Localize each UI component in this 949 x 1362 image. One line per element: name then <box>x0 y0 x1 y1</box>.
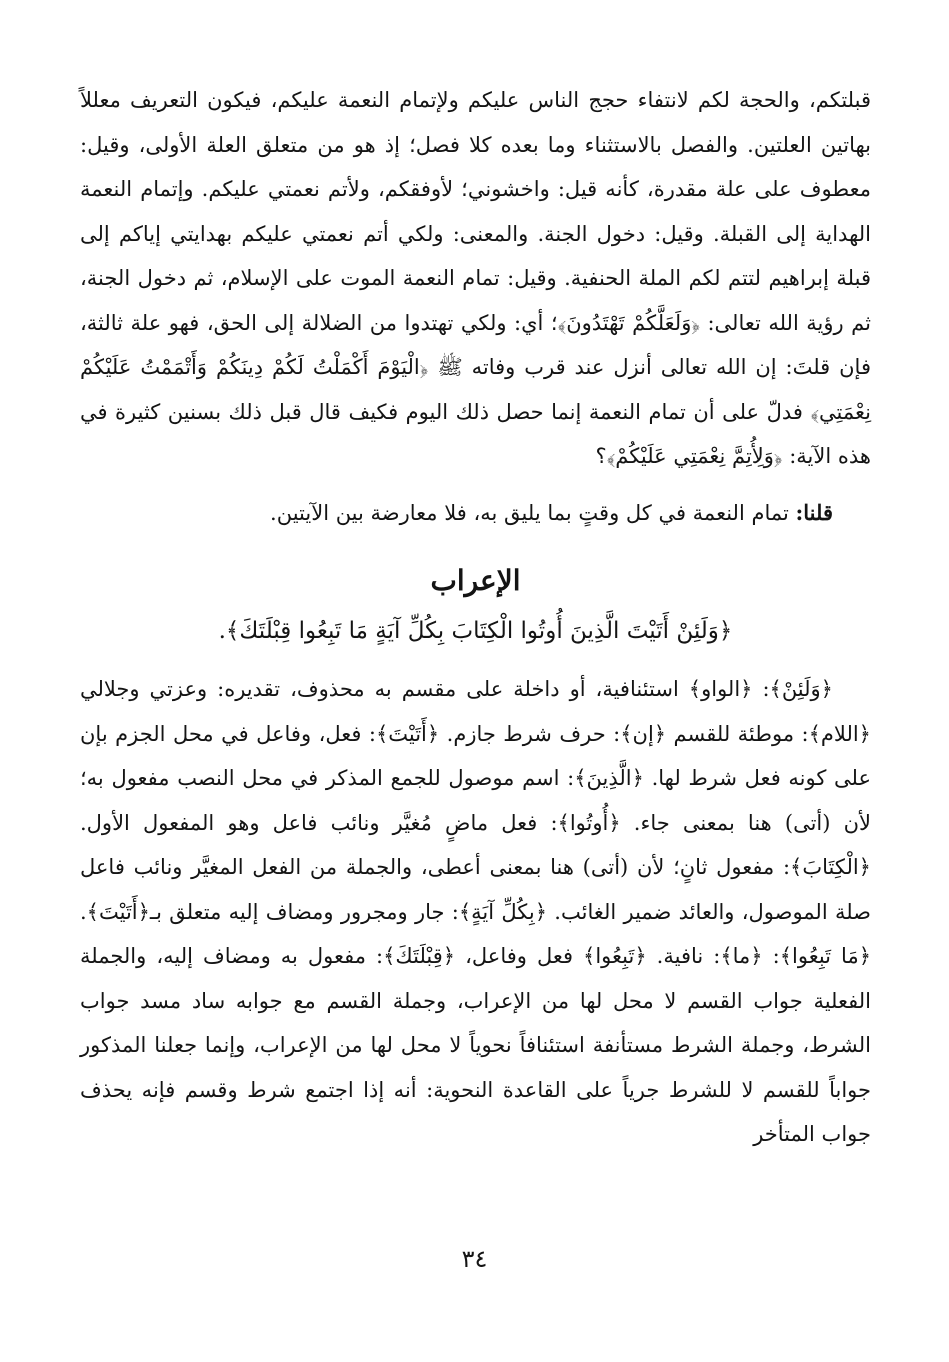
page-number: ٣٤ <box>461 1245 488 1273</box>
section-heading: الإعراب <box>430 564 521 597</box>
commentary-paragraph: قبلتكم، والحجة لكم لانتفاء حجج الناس عليكم ولإتمام النعمة عليكم، فيكون التعريف معللاً بهاتين العلتين. والفصل بالاستثناء وما بعده كلا فصل؛ إذ هو من متعلق العلة الأولى، وقيل: معطوف على علة مقدرة، كأنه قيل: واخشوني؛ لأوفقكم، ولأتم نعمتي عليكم. وإتمام النعمة الهداية إلى القبلة. وقيل: دخول الجنة. والمعنى: ولكي أتم نعمتي عليكم بهدايتي إياكم إلى قبلة إبراهيم لتتم لكم الملة الحنفية. وقيل: تمام النعمة الموت على الإسلام، ثم دخول الجنة، ثم رؤية الله تعالى: ﴿وَلَعَلَّكُمْ تَهْتَدُونَ﴾؛ أي: ولكي تهتدوا من الضلالة إلى الحق، فهو علة ثالثة، فإن قلتَ: إن الله تعالى أنزل عند قرب وفاته ﷺ ﴿الْيَوْمَ أَكْمَلْتُ لَكُمْ دِينَكُمْ وَأَتْمَمْتُ عَلَيْكُمْ نِعْمَتِي﴾ فدلّ على أن تمام النعمة إنما حصل ذلك اليوم فكيف قال قبل ذلك بسنين كثيرة في هذه الآية: ﴿وَلِأُتِمَّ نِعْمَتِي عَلَيْكُمْ﴾؟ <box>80 88 871 468</box>
answer-text: تمام النعمة في كل وقتٍ بما يليق به، فلا معارضة بين الآيتين. <box>270 500 796 525</box>
answer-label: قلنا: <box>795 499 833 525</box>
verse-quote: ﴿وَلَئِنْ أَتَيْتَ الَّذِينَ أُوتُوا الْكِتَابَ بِكُلِّ آيَةٍ مَا تَبِعُوا قِبْلَتَكَ﴾. <box>218 618 733 644</box>
answer-paragraph <box>80 491 871 536</box>
page-body <box>80 78 871 1157</box>
irab-paragraph: ﴿وَلَئِنْ﴾: ﴿الواو﴾ استئنافية، أو داخلة على مقسم به محذوف، تقديره: وعزتي وجلالي ﴿اللام﴾: موطئة للقسم ﴿إن﴾: حرف شرط جازم. ﴿أَتَيْتَ﴾: فعل، وفاعل في محل الجزم بإن على كونه فعل شرط لها. ﴿الَّذِينَ﴾: اسم موصول للجمع المذكر في محل النصب مفعول به؛ لأن (أتى) هنا بمعنى جاء. ﴿أُوتُوا﴾: فعل ماضٍ مُغيَّر ونائب فاعل وهو المفعول الأول. ﴿الْكِتَابَ﴾: مفعول ثانٍ؛ لأن (أتى) هنا بمعنى أعطى، والجملة من الفعل المغيَّر ونائب فاعل صلة الموصول، والعائد ضمير الغائب. ﴿بِكُلِّ آيَةٍ﴾: جار ومجرور ومضاف إليه متعلق بـ﴿أَتَيْتَ﴾. ﴿مَا تَبِعُوا﴾: ﴿ما﴾: نافية. ﴿تَبِعُوا﴾ فعل وفاعل، ﴿قِبْلَتَكَ﴾: مفعول به ومضاف إليه، والجملة الفعلية جواب القسم لا محل لها من الإعراب، وجملة القسم مع جوابه ساد مسد جواب الشرط، وجملة الشرط مستأنفة استئنافاً نحوياً لا محل لها من الإعراب، وإنما جعلنا المذكور جواباً للقسم لا للشرط جرياً على القاعدة النحوية: أنه إذا اجتمع شرط وقسم فإنه يحذف جواب المتأخر <box>80 677 871 1146</box>
